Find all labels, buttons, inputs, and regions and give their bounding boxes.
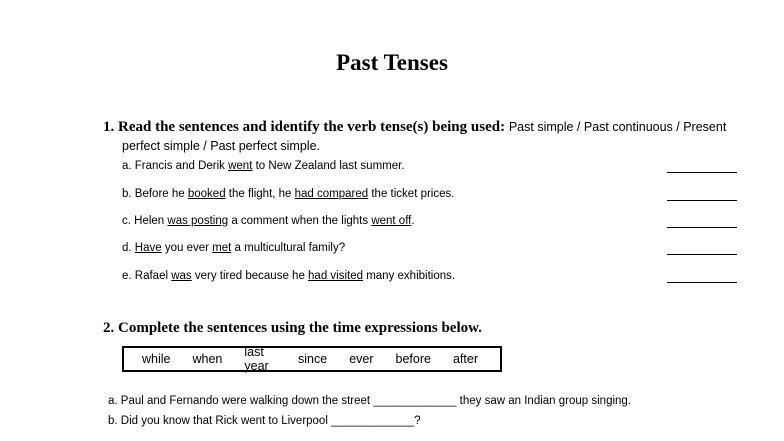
verb-underlined: went off [371, 215, 412, 227]
sentence-b: b. Before he booked the flight, he had compared the ticket prices. [122, 188, 455, 200]
word-bank-item: ever [349, 352, 374, 366]
fill-blank[interactable]: _____________ [331, 415, 415, 427]
word-bank-item: when [192, 352, 223, 366]
verb-underlined: Have [134, 242, 162, 254]
verb-underlined: booked [187, 188, 226, 200]
verb-underlined: was [171, 270, 192, 282]
word-bank-item: since [298, 352, 328, 366]
tense-options: Past simple / Past continuous / Present [508, 120, 727, 134]
sentence-c: c. Helen was posting a comment when the lights went off. [122, 215, 415, 227]
completion-sentence-a: a. Paul and Fernando were walking down the street _____________ they saw an Indian group singing. [108, 395, 632, 407]
word-bank [122, 346, 502, 372]
answer-blank-d[interactable] [667, 254, 737, 255]
verb-underlined: met [212, 242, 232, 254]
question-1-heading [103, 119, 726, 136]
word-bank-item: while [142, 352, 171, 366]
sentence-e: e. Rafael was very tired because he had visited many exhibitions. [122, 270, 456, 282]
answer-blank-e[interactable] [667, 282, 737, 283]
completion-sentence-b: b. Did you know that Rick went to Liverpool _____________? [108, 415, 421, 427]
verb-underlined: had compared [294, 188, 369, 200]
verb-underlined: went [228, 160, 253, 172]
answer-blank-c[interactable] [667, 227, 737, 228]
word-bank-item: last year [244, 345, 269, 373]
answer-blank-b[interactable] [667, 200, 737, 201]
sentence-a: a. Francis and Derik went to New Zealand last summer. [122, 160, 405, 172]
page-title: Past Tenses [336, 50, 448, 75]
tense-options-continued: perfect simple / Past perfect simple. [122, 139, 320, 153]
sentence-d: d. Have you ever met a multicultural family? [122, 242, 346, 254]
word-bank-item: after [452, 352, 478, 366]
answer-blank-a[interactable] [667, 172, 737, 173]
word-bank-item: before [395, 352, 431, 366]
question-instruction: Complete the sentences using the time expressions below. [118, 320, 482, 336]
verb-underlined: was posting [167, 215, 229, 227]
fill-blank[interactable]: _____________ [373, 395, 457, 407]
question-2-heading [103, 320, 482, 337]
question-instruction: Read the sentences and identify the verb tense(s) being used: [118, 119, 506, 135]
verb-underlined: had visited [308, 270, 364, 282]
question-number: 1. [103, 119, 115, 135]
question-number: 2. [103, 320, 115, 336]
